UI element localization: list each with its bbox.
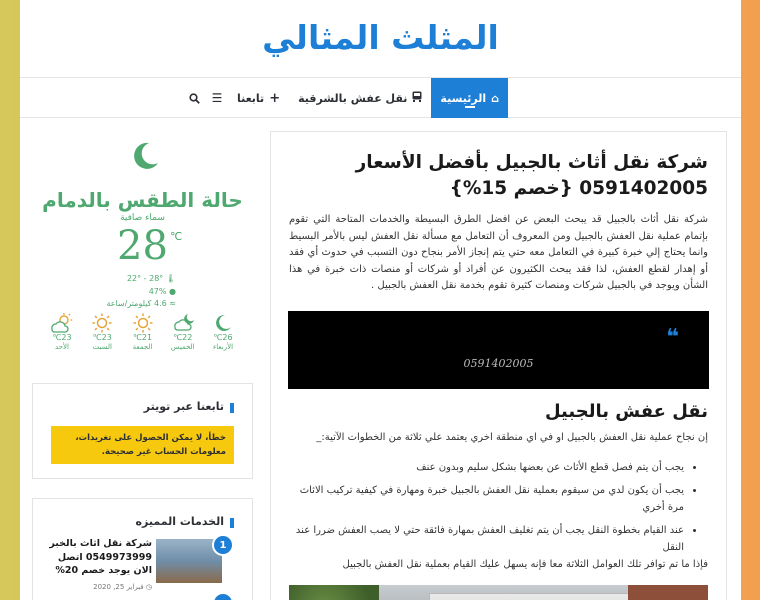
services-widget — [32, 498, 253, 600]
site-title[interactable]: المثلث المثالي — [262, 18, 499, 57]
forecast-day: 23℃ الأحد — [46, 313, 78, 352]
post-title: شركة نقل أثاث بالجبيل بأفضل الأسعار 0591402005 {خصم 15%} — [355, 152, 708, 199]
weather-widget — [32, 135, 253, 365]
steps-list — [289, 459, 708, 556]
plus-icon: + — [269, 90, 281, 106]
section-heading: نقل عفش بالجبيل — [544, 400, 708, 422]
weather-desc: سماء صافية — [120, 213, 165, 223]
list-item: • عند القيام بخطوة النقل يجب أن يتم تغليف العفش بمهارة فائقة حتي لا يصب العفش ضررا عند النقل — [289, 522, 684, 556]
forecast-day: 22℃ الخميس — [167, 313, 199, 352]
post-article — [270, 131, 727, 600]
sun-icon — [91, 313, 113, 333]
service-link[interactable]: شركة نقل اثاث بالخبر 0549973999 اتصل الان يوجد خصم 20% — [49, 538, 152, 576]
forecast-day: 23℃ السبت — [86, 313, 118, 352]
post-intro: شركة نقل أثاث بالجبيل قد يبحث البعض عن افضل الطرق البسيطة والخدمات المتاحة التي تقوم بإتمام عملية نقل العفش بالجبيل ومن المعروف أن التعامل مع مسألة نقل العفش ليس بالأمر البسيط وانما يحتاج إلي خبرة كبيرة في التعامل معه حتي يتم إنجاز الأمر بنجاح دون التسبب في حدوث أي فقد أو إهدار لقطع العفش، لذا فقد يبحث الكثيرون عن أفراد أو شركات أو منصات ذات خبرة في هذا الشأن ويوجد في بالجبيل شركات ومنصات كثيرة تقوم بخدمة نقل العفش بالجبيل . — [289, 214, 708, 291]
list-item: • يجب أن يكون لدي من سيقوم بعملية نقل العفش بالجبيل خبرة ومهارة في كيفية تركيب الاثاث مرة أخري — [289, 482, 684, 516]
wind-icon: ≈ — [166, 299, 176, 308]
forecast-day: 26℃ الأربعاء — [207, 313, 239, 352]
main-nav — [20, 78, 741, 118]
sun-icon — [132, 313, 154, 333]
nav-item-follow[interactable]: + تابعنا — [236, 90, 281, 106]
weather-temp: 28 — [117, 223, 168, 269]
moon-icon — [130, 141, 160, 171]
list-conclusion: فإذا ما تم توافر تلك العوامل الثلاثة معا فإنه يسهل عليك القيام بعملية نقل العفش بالجبيل — [342, 558, 708, 570]
bus-icon — [412, 91, 422, 105]
rank-badge — [212, 592, 234, 600]
widget-title: الخدمات المميزه — [33, 499, 252, 528]
weather-stats: 🌡︎ 28° - 22° ● 47% ≈ 4.6 كيلومتر/ساعة — [106, 274, 176, 308]
site-header — [20, 0, 741, 78]
section-intro: إن نجاح عملية نقل العفش بالجبيل او في اي منطقة اخري يعتمد علي ثلاثة من الخطوات الآتية:_ — [316, 431, 708, 443]
weather-unit: ℃ — [170, 230, 183, 243]
widget-title: تابعنا عبر تويتر — [33, 384, 252, 413]
twitter-widget — [32, 383, 253, 479]
nav-item-home[interactable]: ⌂ الرئيسية — [431, 78, 508, 118]
nav-item-sharqiya[interactable]: نقل عفش بالشرقية — [289, 78, 431, 118]
page — [20, 0, 741, 600]
menu-icon[interactable]: ☰ — [211, 91, 223, 105]
rank-badge: 1 — [212, 534, 234, 556]
weather-city: حالة الطقس بالدمام — [42, 188, 243, 212]
moon-icon — [212, 313, 234, 333]
clock-icon: ◷ — [143, 583, 152, 591]
cloud-snow-moon-icon — [170, 313, 196, 333]
post-date: ◷ فبراير 25, 2020 — [93, 583, 152, 591]
post-image — [289, 585, 708, 600]
twitter-error: خطأ، لا يمكن الحصول على تغريدات، معلومات الحساب غير صحيحة. — [51, 426, 234, 464]
blockquote — [288, 311, 709, 389]
thermometer-icon: 🌡︎ — [163, 274, 176, 283]
list-item[interactable] — [40, 537, 240, 597]
forecast-day: 21℃ الجمعة — [127, 313, 159, 352]
quote-text: 0591402005 — [463, 356, 534, 370]
search-icon[interactable] — [184, 78, 206, 118]
home-icon: ⌂ — [491, 91, 499, 105]
weather-forecast — [46, 313, 239, 352]
list-item: • يجب أن يتم فصل قطع الأثاث عن بعضها بشكل سليم وبدون عنف — [289, 459, 684, 476]
humidity-icon: ● — [166, 286, 176, 296]
sun-cloud-icon — [49, 313, 75, 333]
quote-icon: ❝ — [666, 324, 679, 350]
